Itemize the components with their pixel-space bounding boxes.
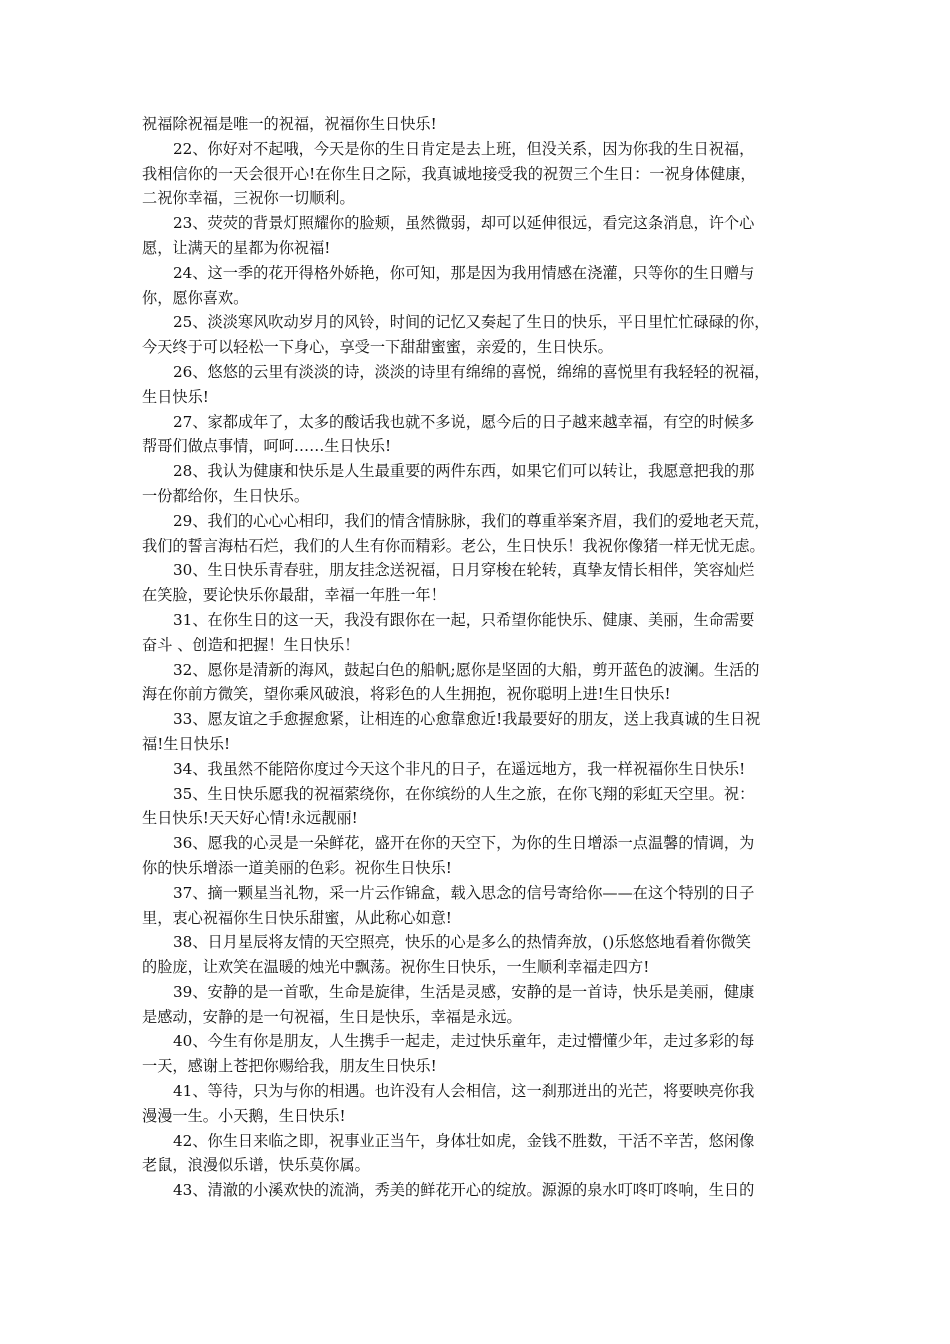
text-line: 愿，让满天的星都为你祝福! [142, 238, 331, 257]
wish-entry [142, 211, 812, 261]
text-line: 25、淡淡寒风吹动岁月的风铃，时间的记忆又奏起了生日的快乐，平日里忙忙碌碌的你， [173, 313, 770, 332]
intro-paragraph [142, 112, 812, 137]
wish-entry [142, 310, 812, 360]
wish-entry [142, 757, 812, 782]
text-line: 36、愿我的心灵是一朵鲜花，盛开在你的天空下，为你的生日增添一点温馨的情调，为 [173, 834, 755, 853]
wish-entry [142, 1029, 812, 1079]
wish-entry [142, 1129, 812, 1179]
text-line: 24、这一季的花开得格外娇艳，你可知，那是因为我用情感在浇灌，只等你的生日赠与 [173, 263, 755, 282]
text-line: 29、我们的心心心相印，我们的情含情脉脉，我们的尊重举案齐眉，我们的爱地老天荒， [173, 511, 770, 530]
text-line: 帮哥们做点事情，呵呵……生日快乐! [142, 437, 392, 456]
text-line: 福!生日快乐! [142, 734, 231, 753]
text-line: 42、你生日来临之即，祝事业正当午，身体壮如虎，金钱不胜数，干活不辛苦，悠闲像 [173, 1131, 755, 1150]
wish-entry [142, 1178, 812, 1203]
wish-entry [142, 881, 812, 931]
text-line: 生日快乐! [142, 387, 209, 406]
text-line: 30、生日快乐青春驻，朋友挂念送祝福，日月穿梭在轮转，真挚友情长相伴，笑容灿烂 [173, 561, 755, 580]
text-line: 我们的誓言海枯石烂，我们的人生有你而精彩。老公，生日快乐！我祝你像猪一样无忧无虑。 [142, 536, 765, 555]
text-line: 38、日月星辰将友情的天空照亮，快乐的心是多么的热情奔放，()乐悠悠地看着你微笑 [173, 933, 751, 952]
wish-entry [142, 509, 812, 559]
text-line: 二祝你幸福，三祝你一切顺利。 [142, 189, 355, 208]
wish-entry [142, 1079, 812, 1129]
text-line: 28、我认为健康和快乐是人生最重要的两件东西，如果它们可以转让，我愿意把我的那 [173, 462, 755, 481]
text-line: 35、生日快乐愿我的祝福萦绕你，在你缤纷的人生之旅，在你飞翔的彩虹天空里。祝： [173, 784, 755, 803]
wish-entry [142, 980, 812, 1030]
text-line: 31、在你生日的这一天，我没有跟你在一起，只希望你能快乐、健康、美丽，生命需要 [173, 610, 755, 629]
text-line: 32、愿你是清新的海风，鼓起白色的船帆;愿你是坚固的大船，剪开蓝色的波澜。生活的 [173, 660, 760, 679]
text-line: 在笑脸，要论快乐你最甜，幸福一年胜一年！ [142, 586, 446, 605]
text-line: 老鼠，浪漫似乐谱，快乐莫你属。 [142, 1156, 370, 1175]
wish-entry [142, 459, 812, 509]
text-line: 奋斗 、创造和把握！生日快乐！ [142, 635, 360, 654]
text-line: 34、我虽然不能陪你度过今天这个非凡的日子，在遥远地方，我一样祝福你生日快乐! [173, 759, 746, 778]
text-line: 一份都给你，生日快乐。 [142, 486, 310, 505]
text-line: 39、安静的是一首歌，生命是旋律，生活是灵感，安静的是一首诗，快乐是美丽，健康 [173, 982, 755, 1001]
text-line: 一天，感谢上苍把你赐给我，朋友生日快乐! [142, 1057, 437, 1076]
text-line: 是感动，安静的是一句祝福，生日是快乐，幸福是永远。 [142, 1007, 522, 1026]
wish-entry [142, 658, 812, 708]
text-line: 43、清澈的小溪欢快的流淌，秀美的鲜花开心的绽放。源源的泉水叮咚叮咚响，生日的 [173, 1181, 755, 1200]
text-line: 27、家都成年了，太多的酸话我也就不多说，愿今后的日子越来越幸福，有空的时候多 [173, 412, 755, 431]
text-line: 你，愿你喜欢。 [142, 288, 249, 307]
wish-entry [142, 930, 812, 980]
text-line: 26、悠悠的云里有淡淡的诗，淡淡的诗里有绵绵的喜悦，绵绵的喜悦里有我轻轻的祝福， [173, 362, 770, 381]
text-line: 祝福除祝福是唯一的祝福，祝福你生日快乐! [142, 115, 437, 133]
text-line: 海在你前方微笑，望你乘风破浪，将彩色的人生拥抱，祝你聪明上进!生日快乐! [142, 685, 671, 704]
wish-entry [142, 782, 812, 832]
wish-entry [142, 410, 812, 460]
wish-entry [142, 137, 812, 211]
text-line: 40、今生有你是朋友，人生携手一起走，走过快乐童年，走过懵懂少年，走过多彩的每 [173, 1032, 755, 1051]
text-line: 41、等待，只为与你的相遇。也许没有人会相信，这一刹那迸出的光芒，将要映亮你我 [173, 1082, 755, 1101]
text-line: 我相信你的一天会很开心!在你生日之际，我真诚地接受我的祝贺三个生日：一祝身体健康， [142, 164, 756, 183]
text-line: 里，衷心祝福你生日快乐甜蜜，从此称心如意! [142, 908, 452, 927]
text-line: 你的快乐增添一道美丽的色彩。祝你生日快乐! [142, 858, 452, 877]
wish-entry [142, 608, 812, 658]
wish-entry [142, 261, 812, 311]
text-line: 33、愿友谊之手愈握愈紧，让相连的心愈靠愈近!我最要好的朋友，送上我真诚的生日祝 [173, 710, 761, 729]
text-line: 生日快乐!天天好心情!永远靓丽! [142, 809, 358, 828]
text-line: 23、荧荧的背景灯照耀你的脸颊，虽然微弱，却可以延伸很远，看完这条消息，许个心 [173, 214, 755, 233]
text-line: 今天终于可以轻松一下身心，享受一下甜甜蜜蜜，亲爱的，生日快乐。 [142, 338, 613, 357]
wish-entry [142, 558, 812, 608]
text-line: 漫漫一生。小天鹅，生日快乐! [142, 1106, 346, 1125]
text-line: 22、你好对不起哦，今天是你的生日肯定是去上班，但没关系，因为你我的生日祝福， [173, 139, 755, 158]
wish-entry [142, 831, 812, 881]
wish-entry [142, 707, 812, 757]
text-line: 的脸庞，让欢笑在温暖的烛光中飘荡。祝你生日快乐，一生顺利幸福走四方! [142, 958, 650, 977]
document-page [142, 112, 812, 1203]
text-line: 37、摘一颗星当礼物，采一片云作锦盒，载入思念的信号寄给你——在这个特别的日子 [173, 883, 755, 902]
wish-entry [142, 360, 812, 410]
